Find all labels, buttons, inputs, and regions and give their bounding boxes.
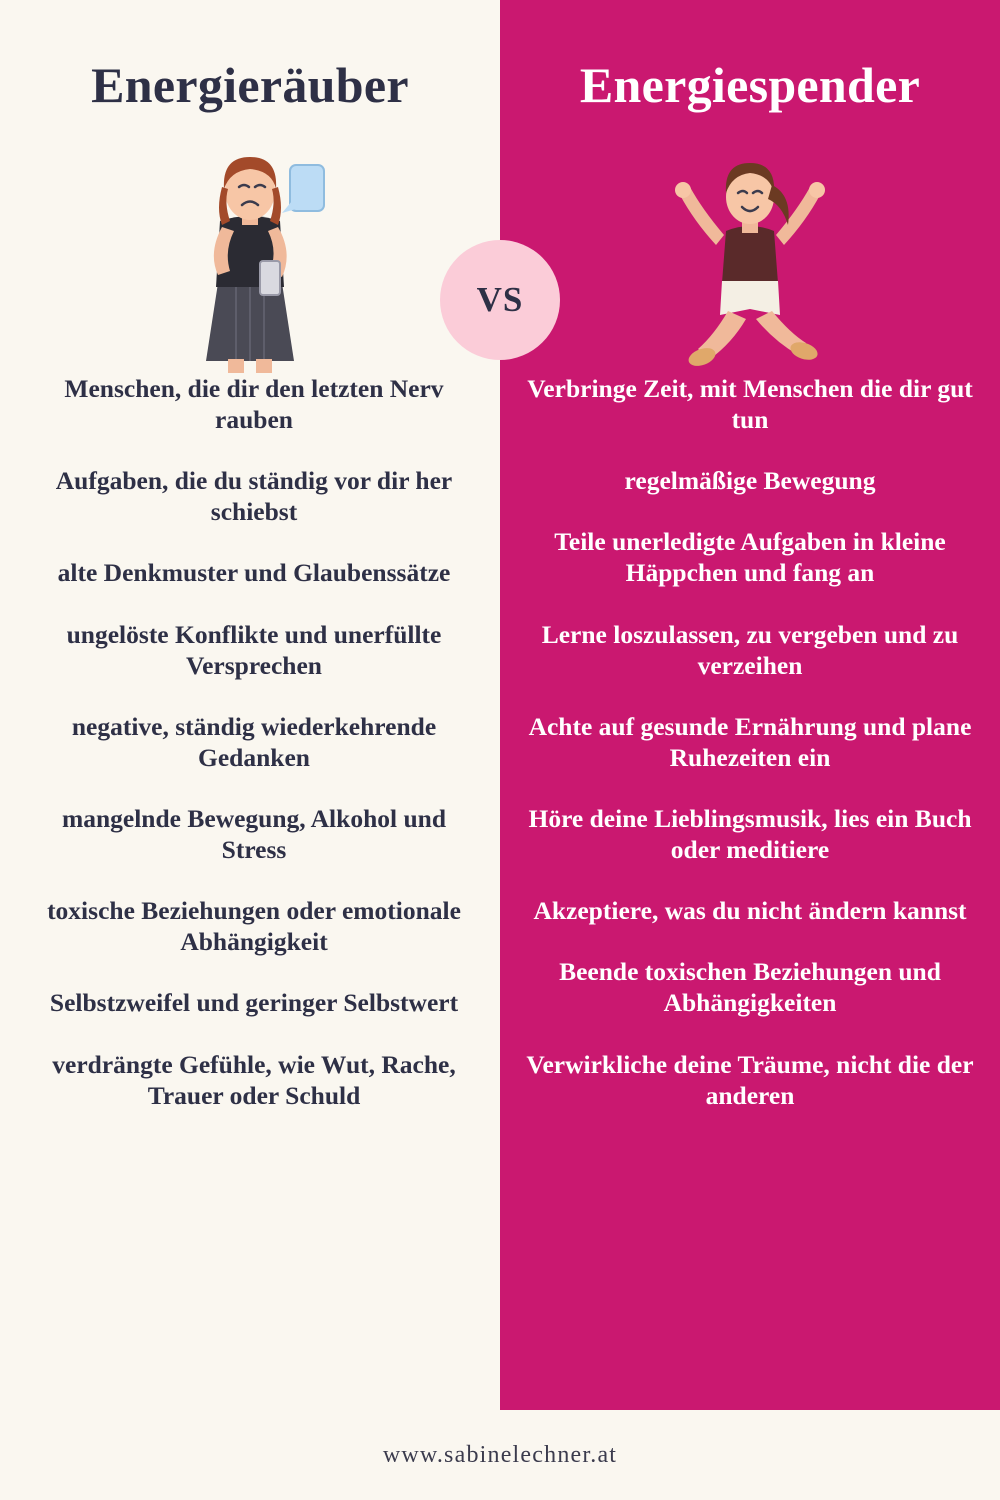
list-item: Achte auf gesunde Ernährung und plane Ruhezeiten ein <box>528 711 972 772</box>
jumping-woman-icon <box>500 123 1000 373</box>
list-item: Verwirkliche deine Träume, nicht die der anderen <box>526 1049 974 1110</box>
vs-badge: VS <box>440 240 560 360</box>
stressed-woman-icon <box>0 123 500 373</box>
list-item: Menschen, die dir den letzten Nerv rauben <box>64 374 444 435</box>
list-item: Beende toxischen Beziehungen und Abhängigkeiten <box>559 957 941 1018</box>
list-item: mangelnde Bewegung, Alkohol und Stress <box>61 803 447 865</box>
list-item: Verbringe Zeit, mit Menschen die dir gut tun <box>527 374 973 435</box>
energy-givers-list <box>500 373 1000 1111</box>
list-item: Selbstzweifel und geringer Selbstwert <box>49 988 459 1018</box>
list-item: alte Denkmuster und Glaubenssätze <box>57 558 451 588</box>
right-column-title: Energiespender <box>579 57 921 113</box>
list-item: negative, ständig wiederkehrende Gedanken <box>71 711 437 772</box>
energy-givers-column <box>500 0 1000 1500</box>
list-item: Aufgaben, die du ständig vor dir her schiebst <box>55 466 453 527</box>
list-item: Lerne loszulassen, zu vergeben und zu verzeihen <box>541 619 959 680</box>
left-column-title: Energieräuber <box>91 57 409 113</box>
website-url: www.sabinelechner.at <box>382 1441 618 1468</box>
footer <box>0 1410 1000 1500</box>
list-item: Akzeptiere, was du nicht ändern kannst <box>533 896 967 926</box>
list-item: toxische Beziehungen oder emotionale Abhängigkeit <box>47 896 461 957</box>
list-item: verdrängte Gefühle, wie Wut, Rache, Trauer oder Schuld <box>52 1049 456 1110</box>
list-item: regelmäßige Bewegung <box>624 466 876 496</box>
list-item: Teile unerledigte Aufgaben in kleine Häppchen und fang an <box>554 527 946 588</box>
list-item: ungelöste Konflikte und unerfüllte Versprechen <box>66 619 442 680</box>
list-item: Höre deine Lieblingsmusik, lies ein Buch oder meditiere <box>528 803 972 865</box>
energy-drainers-list <box>0 373 500 1111</box>
